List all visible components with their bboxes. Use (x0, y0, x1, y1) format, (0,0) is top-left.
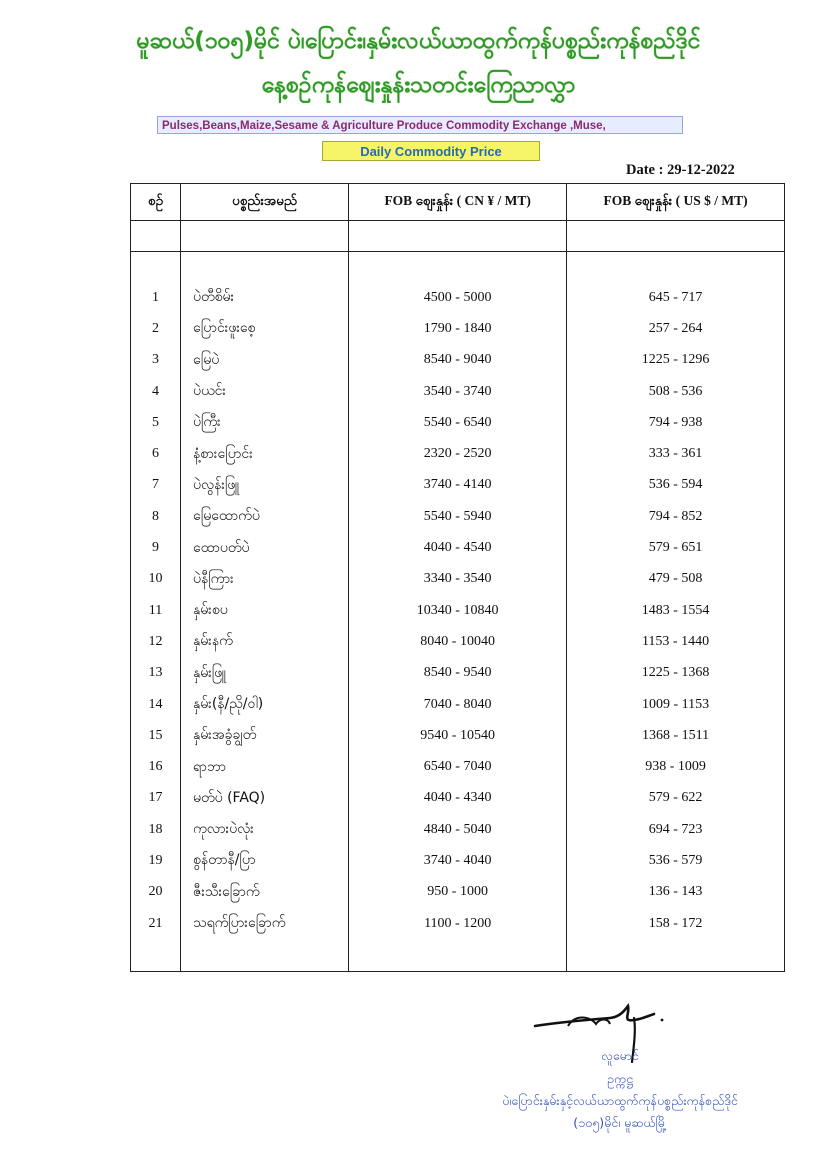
row-item-name: ပဲလွန်းဖြူ (181, 470, 349, 501)
row-item-name: နှမ်းအခွံချွတ် (181, 720, 349, 751)
row-price-cny: 4040 - 4540 (349, 532, 567, 563)
row-price-cny: 9540 - 10540 (349, 720, 567, 751)
row-number: 13 (131, 658, 181, 689)
table-row (131, 814, 785, 845)
row-number: 4 (131, 376, 181, 407)
row-item-name: မတ်ပဲ (FAQ) (181, 783, 349, 814)
report-date: Date : 29-12-2022 (626, 162, 735, 178)
signer-name: လူမောင် (601, 1048, 639, 1063)
spacer-row (131, 252, 785, 283)
row-price-usd: 333 - 361 (567, 438, 785, 469)
row-price-usd: 1009 - 1153 (567, 689, 785, 720)
table-header-row (131, 184, 785, 221)
row-price-cny: 6540 - 7040 (349, 751, 567, 782)
row-item-name: နှမ်းဖြူ (181, 658, 349, 689)
row-price-usd: 536 - 594 (567, 470, 785, 501)
row-number: 1 (131, 282, 181, 313)
row-number: 2 (131, 313, 181, 344)
row-price-cny: 8540 - 9540 (349, 658, 567, 689)
table-row (131, 783, 785, 814)
row-price-usd: 1153 - 1440 (567, 626, 785, 657)
row-price-usd: 1368 - 1511 (567, 720, 785, 751)
table-row (131, 720, 785, 751)
table-row (131, 751, 785, 782)
row-item-name: ရာဘာ (181, 751, 349, 782)
row-price-usd: 579 - 622 (567, 783, 785, 814)
row-price-usd: 1225 - 1296 (567, 345, 785, 376)
row-item-name: ပဲကြီး (181, 407, 349, 438)
row-item-name: ပဲနီကြား (181, 564, 349, 595)
table-row (131, 313, 785, 344)
row-number: 9 (131, 532, 181, 563)
row-item-name: နှမ်းနက် (181, 626, 349, 657)
row-number: 14 (131, 689, 181, 720)
table-row (131, 595, 785, 626)
row-item-name: စွန်တာနီ/ပြာ (181, 845, 349, 876)
document-subtitle: နေ့စဉ်ကုန်ဈေးနှုန်းသတင်းကြေညာလွှာ (261, 72, 576, 98)
row-number: 20 (131, 877, 181, 908)
row-price-usd: 479 - 508 (567, 564, 785, 595)
signer-location: (၁၀၅)မိုင်၊ မူဆယ်မြို့ (573, 1115, 667, 1130)
row-price-cny: 8540 - 9040 (349, 345, 567, 376)
row-number: 15 (131, 720, 181, 751)
row-item-name: ပြောင်းဖူးစေ့ (181, 313, 349, 344)
row-price-cny: 7040 - 8040 (349, 689, 567, 720)
row-price-usd: 136 - 143 (567, 877, 785, 908)
row-price-usd: 938 - 1009 (567, 751, 785, 782)
row-number: 18 (131, 814, 181, 845)
row-price-usd: 536 - 579 (567, 845, 785, 876)
table-row (131, 407, 785, 438)
row-price-cny: 4040 - 4340 (349, 783, 567, 814)
header-price-cny: FOB ဈေးနှုန်း ( CN ¥ / MT) (349, 184, 567, 221)
row-number: 10 (131, 564, 181, 595)
table-row (131, 282, 785, 313)
row-price-usd: 645 - 717 (567, 282, 785, 313)
row-price-usd: 1225 - 1368 (567, 658, 785, 689)
price-table (130, 183, 785, 972)
row-number: 5 (131, 407, 181, 438)
row-item-name: နံ့စားပြောင်း (181, 438, 349, 469)
row-price-cny: 950 - 1000 (349, 877, 567, 908)
row-price-usd: 1483 - 1554 (567, 595, 785, 626)
row-price-usd: 257 - 264 (567, 313, 785, 344)
row-price-usd: 694 - 723 (567, 814, 785, 845)
row-price-cny: 5540 - 6540 (349, 407, 567, 438)
row-price-cny: 3740 - 4040 (349, 845, 567, 876)
table-row (131, 470, 785, 501)
row-price-cny: 3740 - 4140 (349, 470, 567, 501)
row-number: 6 (131, 438, 181, 469)
row-item-name: သရက်ပြားခြောက် (181, 908, 349, 939)
table-row (131, 345, 785, 376)
row-item-name: ပဲတီစိမ်း (181, 282, 349, 313)
row-price-cny: 3540 - 3740 (349, 376, 567, 407)
document-title: မူဆယ်(၁၀၅)မိုင် ပဲ၊ပြောင်း၊နှမ်းလယ်ယာထွက်ကုန်ပစ္စည်းကုန်စည်ဒိုင် (136, 28, 701, 54)
row-number: 16 (131, 751, 181, 782)
row-price-cny: 2320 - 2520 (349, 438, 567, 469)
row-number: 8 (131, 501, 181, 532)
table-row (131, 845, 785, 876)
row-item-name: နှမ်းစပ (181, 595, 349, 626)
table-row (131, 626, 785, 657)
header-item-name: ပစ္စည်းအမည် (181, 184, 349, 221)
row-number: 19 (131, 845, 181, 876)
row-price-cny: 8040 - 10040 (349, 626, 567, 657)
row-price-usd: 794 - 852 (567, 501, 785, 532)
row-price-usd: 579 - 651 (567, 532, 785, 563)
row-item-name: ပဲယင်း (181, 376, 349, 407)
table-row (131, 376, 785, 407)
signer-role: ဥက္ကဋ္ဌ (607, 1071, 633, 1086)
blank-row (131, 939, 785, 971)
table-row (131, 532, 785, 563)
row-item-name: နှမ်း(နီ/ညို/ဝါ) (181, 689, 349, 720)
table-row (131, 689, 785, 720)
row-item-name: ဇီးသီးခြောက် (181, 877, 349, 908)
row-price-cny: 10340 - 10840 (349, 595, 567, 626)
row-price-cny: 5540 - 5940 (349, 501, 567, 532)
header-price-usd: FOB ဈေးနှုန်း ( US $ / MT) (567, 184, 785, 221)
row-number: 17 (131, 783, 181, 814)
row-number: 21 (131, 908, 181, 939)
table-row (131, 438, 785, 469)
daily-price-banner: Daily Commodity Price (322, 141, 540, 161)
row-price-cny: 1790 - 1840 (349, 313, 567, 344)
row-item-name: မြေပဲ (181, 345, 349, 376)
english-title-banner: Pulses,Beans,Maize,Sesame & Agriculture Produce Commodity Exchange ,Muse, (157, 116, 683, 134)
row-price-cny: 1100 - 1200 (349, 908, 567, 939)
row-item-name: ကုလားပဲလုံး (181, 814, 349, 845)
table-row (131, 501, 785, 532)
row-price-usd: 158 - 172 (567, 908, 785, 939)
row-number: 11 (131, 595, 181, 626)
table-row (131, 564, 785, 595)
row-price-usd: 794 - 938 (567, 407, 785, 438)
row-price-cny: 4840 - 5040 (349, 814, 567, 845)
row-price-usd: 508 - 536 (567, 376, 785, 407)
row-item-name: ထောပတ်ပဲ (181, 532, 349, 563)
header-number: စဉ် (131, 184, 181, 221)
row-price-cny: 4500 - 5000 (349, 282, 567, 313)
row-number: 12 (131, 626, 181, 657)
signer-organization: ပဲ၊ပြောင်းနှမ်းနှင့်လယ်ယာထွက်ကုန်ပစ္စည်းကုန်စည်ဒိုင် (502, 1093, 738, 1108)
table-row (131, 908, 785, 939)
table-row (131, 877, 785, 908)
row-item-name: မြေထောက်ပဲ (181, 501, 349, 532)
row-number: 7 (131, 470, 181, 501)
table-row (131, 658, 785, 689)
blank-row (131, 221, 785, 252)
row-number: 3 (131, 345, 181, 376)
row-price-cny: 3340 - 3540 (349, 564, 567, 595)
